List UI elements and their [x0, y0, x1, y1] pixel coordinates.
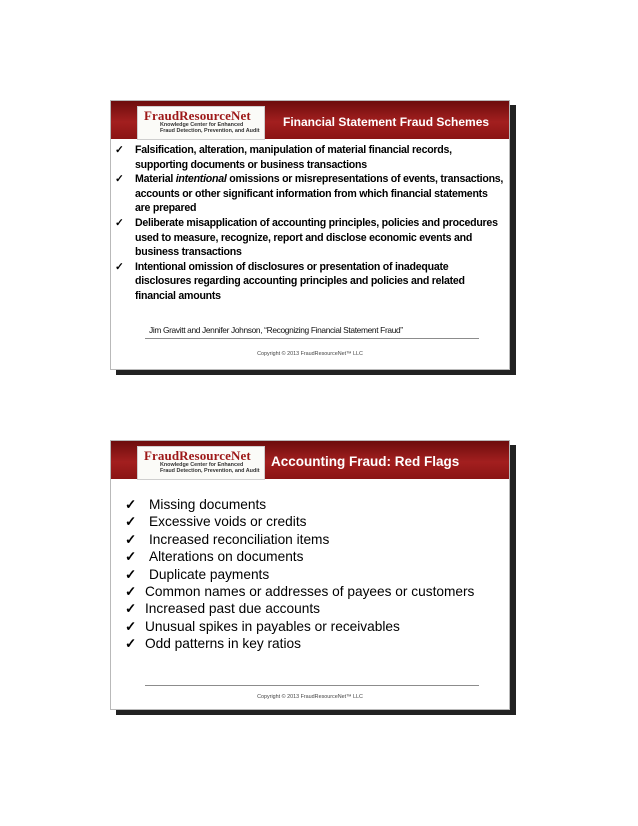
list-item [125, 496, 505, 513]
checkmark-icon: ✓ [115, 173, 124, 186]
logo-tagline [160, 123, 260, 134]
slide-header [111, 101, 509, 139]
bullet-list [125, 496, 505, 653]
checkmark-icon: ✓ [125, 497, 137, 512]
bullet-text: Common names or addresses of payees or customers [145, 584, 475, 600]
list-item [115, 172, 505, 216]
slide-title: Financial Statement Fraud Schemes [283, 115, 490, 129]
checkmark-icon: ✓ [125, 531, 137, 547]
bullet-text: Excessive voids or credits [149, 514, 307, 530]
list-item [125, 635, 505, 652]
bullet-text: Falsification, alteration, manipulation of material financial records, supporting documents or business transactions [135, 144, 452, 171]
bullet-text: Alterations on documents [149, 549, 304, 565]
slide-accounting-fraud-red-flags [110, 440, 510, 710]
logo-tagline [160, 463, 260, 474]
bullet-text: Intentional omission of disclosures or presentation of inadequate disclosures regarding accounting principles and policies and related financial amounts [135, 260, 465, 302]
checkmark-icon: ✓ [125, 566, 137, 582]
logo-tagline-line: Fraud Detection, Prevention, and Audit [160, 127, 260, 134]
checkmark-icon: ✓ [115, 216, 124, 229]
checkmark-icon: ✓ [115, 144, 124, 156]
list-item [125, 600, 505, 617]
slide-header [111, 441, 509, 479]
list-item [115, 216, 505, 260]
checkmark-icon: ✓ [125, 618, 137, 634]
list-item [125, 531, 505, 548]
checkmark-icon: ✓ [125, 584, 137, 600]
bullet-text: Duplicate payments [149, 566, 270, 582]
bullet-text: Increased past due accounts [145, 601, 321, 617]
bullet-text: Unusual spikes in payables or receivables [145, 618, 400, 634]
bullet-text: Missing documents [149, 497, 267, 512]
bullet-emphasis: intentional [175, 173, 227, 186]
footer-divider [145, 338, 479, 339]
slide-financial-statement-fraud-schemes [110, 100, 510, 370]
logo-tagline-line: Fraud Detection, Prevention, and Audit [160, 467, 260, 474]
footer-divider [145, 685, 479, 686]
bullet-text: omissions or misrepresentations of events, transactions, accounts or other significant information from which financial statements are prepared [135, 173, 504, 215]
checkmark-icon: ✓ [125, 601, 137, 617]
list-item [115, 143, 505, 172]
bullet-text: Deliberate misapplication of accounting principles, policies and procedures used to measure, recognize, report and disclose economic events and business transactions [135, 216, 498, 259]
logo-name: FraudResourceNet [144, 448, 251, 463]
copyright-text: Copyright © 2013 FraudResourceNet™ LLC [257, 694, 363, 700]
checkmark-icon: ✓ [125, 636, 137, 652]
checkmark-icon: ✓ [125, 514, 137, 530]
list-item [125, 566, 505, 583]
logo-tagline-line: Knowledge Center for Enhanced [160, 462, 244, 468]
bullet-text: Increased reconciliation items [149, 531, 330, 547]
fraudresourcenet-logo [137, 446, 265, 480]
bullet-text: Material [135, 173, 176, 186]
bullet-text: Odd patterns in key ratios [145, 636, 301, 652]
copyright-text: Copyright © 2013 FraudResourceNet™ LLC [257, 351, 363, 357]
slide-title: Accounting Fraud: Red Flags [271, 454, 460, 469]
list-item [125, 548, 505, 565]
list-item [115, 260, 505, 304]
logo-name: FraudResourceNet [144, 108, 251, 123]
logo-tagline-line: Knowledge Center for Enhanced [160, 122, 244, 128]
checkmark-icon: ✓ [115, 260, 124, 273]
list-item [125, 618, 505, 635]
fraudresourcenet-logo [137, 106, 265, 140]
bullet-list [115, 143, 505, 304]
checkmark-icon: ✓ [125, 549, 137, 565]
list-item [125, 513, 505, 530]
source-citation: Jim Gravitt and Jennifer Johnson, “Recognizing Financial Statement Fraud” [149, 325, 403, 335]
list-item [125, 583, 505, 600]
